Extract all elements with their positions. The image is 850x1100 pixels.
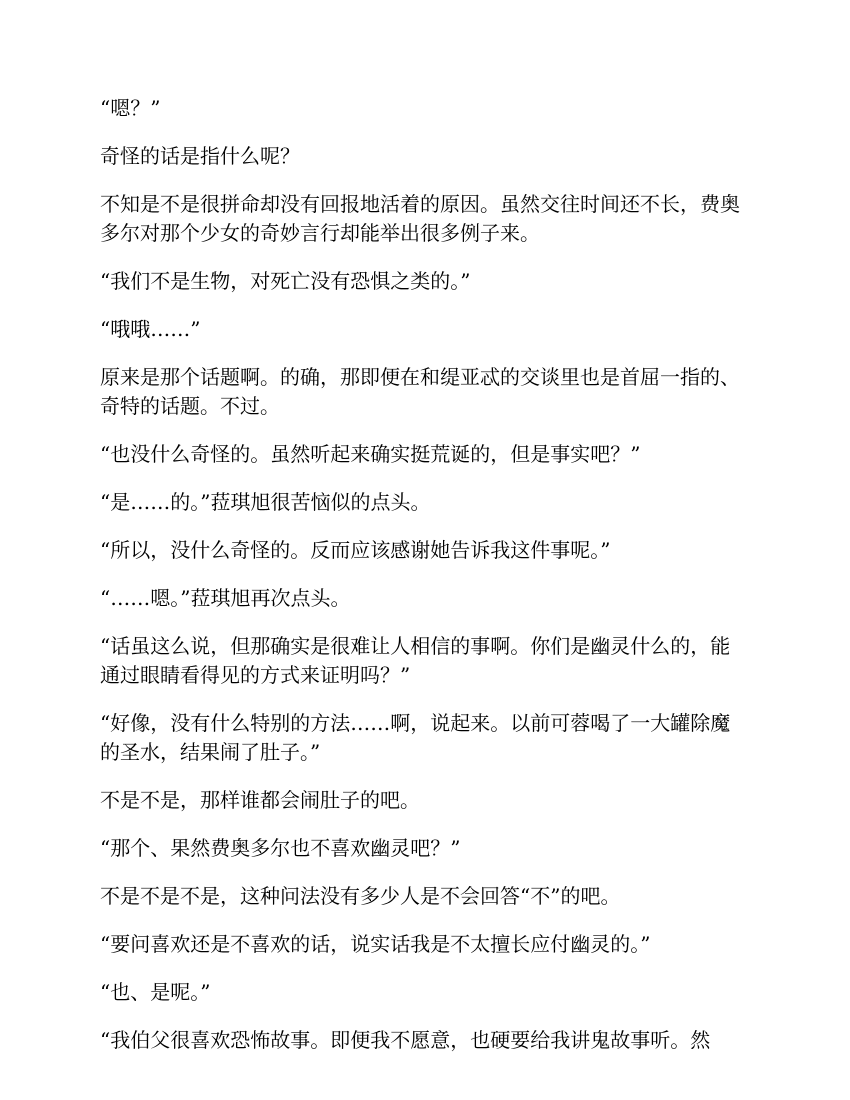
paragraph: 不知是不是很拼命却没有回报地活着的原因。虽然交往时间还不长，费奥多尔对那个少女的奇妙言行却能举出很多例子来。 <box>100 192 740 245</box>
paragraph: “我们不是生物，对死亡没有恐惧之类的。” <box>100 269 471 293</box>
paragraph: “好像，没有什么特别的方法……啊，说起来。以前可蓉喝了一大罐除魔的圣水，结果闹了肚子。” <box>100 711 731 764</box>
paragraph: “话虽这么说，但那确实是很难让人相信的事啊。你们是幽灵什么的，能通过眼睛看得见的方式来证明吗？” <box>100 634 731 687</box>
paragraph: “也没什么奇怪的。虽然听起来确实挺荒诞的，但是事实吧？” <box>100 442 641 466</box>
paragraph: “……嗯。”菈琪旭再次点头。 <box>100 586 351 610</box>
paragraph: “所以，没什么奇怪的。反而应该感谢她告诉我这件事呢。” <box>100 538 611 562</box>
paragraph: 不是不是，那样谁都会闹肚子的吧。 <box>100 788 420 812</box>
paragraph: “要问喜欢还是不喜欢的话，说实话我是不太擅长应付幽灵的。” <box>100 932 651 956</box>
document-page <box>100 94 750 1074</box>
paragraph: “哦哦……” <box>100 317 201 341</box>
paragraph: “我伯父很喜欢恐怖故事。即便我不愿意，也硬要给我讲鬼故事听。然 <box>100 1028 711 1052</box>
paragraph: “嗯？” <box>100 96 161 120</box>
paragraph: “也、是呢。” <box>100 980 211 1004</box>
paragraph: “是……的。”菈琪旭很苦恼似的点头。 <box>100 490 431 514</box>
paragraph: 原来是那个话题啊。的确，那即便在和缇亚忒的交谈里也是首屈一指的、奇特的话题。不过。 <box>100 365 740 418</box>
paragraph: 奇怪的话是指什么呢？ <box>100 144 300 168</box>
paragraph: 不是不是不是，这种问法没有多少人是不会回答“不”的吧。 <box>100 884 621 908</box>
paragraph: “那个、果然费奥多尔也不喜欢幽灵吧？” <box>100 836 461 860</box>
